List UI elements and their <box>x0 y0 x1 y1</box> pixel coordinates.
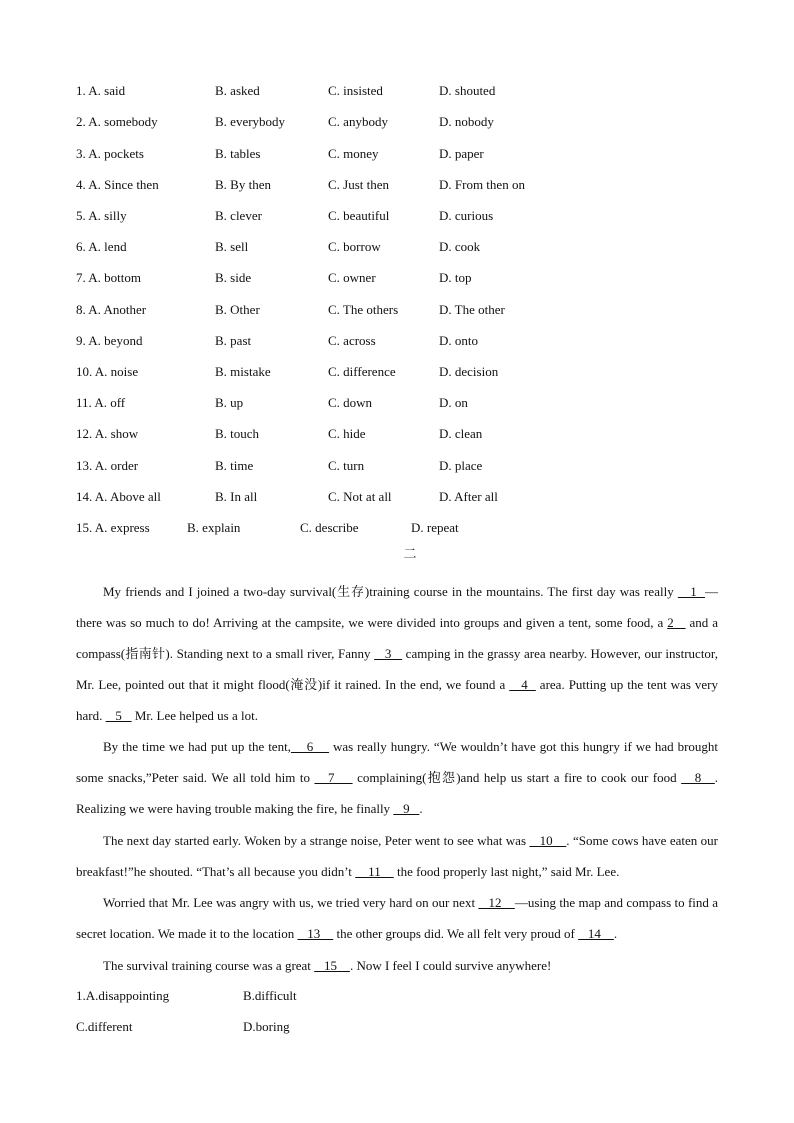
option-a <box>76 393 125 413</box>
passage-text: . Realizing we were having trouble making the fire, he finally <box>76 770 719 817</box>
passage-text: By the time we had put up the tent, <box>103 739 291 754</box>
passage-text: The next day started early. Woken by a strange noise, Peter went to see what was <box>103 833 530 848</box>
option-a-text: A. silly <box>88 208 127 223</box>
blank-1: 1 <box>677 584 705 599</box>
question-number: 15. <box>76 520 93 535</box>
blank-5: 5 <box>105 708 132 724</box>
option-c: C. difference <box>328 364 396 379</box>
option-d: D. repeat <box>411 520 459 535</box>
option-c: C. hide <box>328 426 366 441</box>
blank-3: 3 <box>374 646 403 662</box>
option-b: B. past <box>215 333 252 348</box>
option-c: C. insisted <box>328 83 383 98</box>
option-b: B. By then <box>215 177 271 192</box>
option-b: B. time <box>215 458 254 473</box>
passage-text: . <box>613 926 618 942</box>
option-c: C. The others <box>328 302 399 317</box>
passage-text: Mr. Lee helped us a lot. <box>131 708 258 724</box>
passage-paragraph-4 <box>76 887 718 949</box>
question-number: 11. <box>76 395 92 410</box>
option-b: B. tables <box>215 146 261 161</box>
passage-text: My friends and I joined a two-day survival(生存)training course in the mountains. The first day was really <box>103 584 678 599</box>
option-a <box>76 300 146 320</box>
option-a <box>76 331 142 351</box>
option-d: D. cook <box>439 239 481 254</box>
option-d: D. decision <box>439 364 499 379</box>
option-c: C. anybody <box>328 114 388 129</box>
option-b: B. sell <box>215 239 249 254</box>
option-a <box>76 175 159 195</box>
option-a <box>76 424 138 444</box>
option-a <box>76 456 138 476</box>
passage-text: the food properly last night,” said Mr. Lee. <box>393 864 620 880</box>
option-d: D. paper <box>439 146 484 161</box>
option-a <box>76 144 144 164</box>
option-a-text: A. Above all <box>94 489 161 504</box>
option-d: D. on <box>439 395 468 410</box>
blank-9: 9 <box>393 801 420 817</box>
option-a <box>76 237 127 257</box>
passage-text: Worried that Mr. Lee was angry with us, we tried very hard on our next <box>103 895 479 910</box>
option-a <box>76 81 125 101</box>
option-a-text: A. order <box>94 458 139 473</box>
option-b: B. everybody <box>215 114 286 129</box>
option-c: C. turn <box>328 458 365 473</box>
question-number: 5. <box>76 208 86 223</box>
blank-11: 11 <box>355 864 394 880</box>
blank-6: 6 <box>290 739 330 754</box>
option-a-text: A. noise <box>94 364 139 379</box>
option-d: D. onto <box>439 333 478 348</box>
option-c: C. Not at all <box>328 489 392 504</box>
passage-text: —there was so much to do! Arriving at the campsite, we were divided into groups and given a tent, some food, a <box>76 584 718 631</box>
option-d: D. From then on <box>439 177 525 192</box>
option-a-text: A. somebody <box>88 114 158 129</box>
question-number: 14. <box>76 489 93 504</box>
blank-13: 13 <box>297 926 334 942</box>
question-number: 6. <box>76 239 86 254</box>
option-b: B. explain <box>187 520 241 535</box>
passage-text: and a compass(指南针). Standing next to a small river, Fanny <box>76 615 719 662</box>
option-c: C. owner <box>328 270 376 285</box>
answer-option-b: B.difficult <box>243 988 297 1003</box>
option-a <box>76 362 138 382</box>
option-a-text: A. bottom <box>88 270 142 285</box>
option-c: C. across <box>328 333 376 348</box>
passage-paragraph-3 <box>76 825 718 887</box>
question-number: 13. <box>76 458 93 473</box>
option-a-text: A. lend <box>88 239 127 254</box>
answer-option-c: C.different <box>76 1019 133 1034</box>
option-c: C. money <box>328 146 379 161</box>
option-d: D. clean <box>439 426 483 441</box>
option-a-text: A. beyond <box>88 333 143 348</box>
question-number: 3. <box>76 146 86 161</box>
passage-paragraph-5 <box>76 950 718 981</box>
option-d: D. place <box>439 458 483 473</box>
option-c: C. describe <box>300 520 359 535</box>
option-b: B. asked <box>215 83 260 98</box>
option-a <box>76 112 158 132</box>
question-number: 12. <box>76 426 93 441</box>
option-a <box>76 206 127 226</box>
blank-12: 12 <box>478 895 515 910</box>
answer-option-d: D.boring <box>243 1019 290 1034</box>
question-number: 2. <box>76 114 86 129</box>
passage-paragraph-1 <box>76 576 718 731</box>
option-a <box>76 518 150 538</box>
passage-text: . Now I feel I could survive anywhere! <box>349 958 552 973</box>
question-number: 1. <box>76 83 86 98</box>
passage-text: was really hungry. “We wouldn’t have got this hungry if we had brought some snacks,”Peter said. We all told him to <box>76 739 719 786</box>
question-number: 7. <box>76 270 86 285</box>
question-number: 4. <box>76 177 86 192</box>
passage-text: . <box>419 801 423 817</box>
option-a <box>76 268 141 288</box>
option-b: B. clever <box>215 208 262 223</box>
option-d: D. shouted <box>439 83 496 98</box>
option-b: B. up <box>215 395 244 410</box>
option-c: C. borrow <box>328 239 381 254</box>
passage-text: . “Some cows have eaten our breakfast!”he shouted. “That’s all because you didn’t <box>76 833 718 880</box>
option-a-text: A. Another <box>88 302 147 317</box>
passage-text: —using the map and compass to find a secret location. We made it to the location <box>76 895 718 942</box>
option-c: C. Just then <box>328 177 390 192</box>
question-number: 9. <box>76 333 86 348</box>
option-b: B. mistake <box>215 364 271 379</box>
answer-option-a: 1.A.disappointing <box>76 988 170 1003</box>
blank-8: 8 <box>681 770 715 786</box>
option-a <box>76 487 161 507</box>
option-a-text: A. show <box>94 426 139 441</box>
blank-15: 15 <box>314 958 350 973</box>
option-c: C. beautiful <box>328 208 390 223</box>
option-b: B. touch <box>215 426 260 441</box>
option-a-text: A. said <box>88 83 126 98</box>
option-a-text: A. off <box>94 395 126 410</box>
blank-14: 14 <box>578 926 614 942</box>
option-a-text: A. Since then <box>88 177 159 192</box>
option-b: B. side <box>215 270 252 285</box>
passage-paragraph-2 <box>76 731 718 824</box>
option-c: C. down <box>328 395 373 410</box>
blank-2: 2 <box>667 615 686 631</box>
section-marker: 二 <box>403 546 417 561</box>
blank-4: 4 <box>509 677 536 693</box>
option-d: D. After all <box>439 489 498 504</box>
option-d: D. curious <box>439 208 494 223</box>
passage-text: complaining(抱怨)and help us start a fire to cook our food <box>352 770 682 786</box>
option-d: D. nobody <box>439 114 494 129</box>
option-b: B. In all <box>215 489 258 504</box>
option-b: B. Other <box>215 302 260 317</box>
option-d: D. top <box>439 270 472 285</box>
blank-10: 10 <box>529 833 567 848</box>
passage-text: area. Putting up the tent was very hard. <box>76 677 719 724</box>
option-d: D. The other <box>439 302 505 317</box>
passage-text: The survival training course was a great <box>103 958 315 973</box>
option-a-text: A. express <box>94 520 150 535</box>
question-number: 10. <box>76 364 93 379</box>
passage-text: camping in the grassy area nearby. However, our instructor, Mr. Lee, pointed out that it might flood(淹没)if it rained. In the end, we found a <box>76 646 718 693</box>
passage-text: the other groups did. We all felt very proud of <box>333 926 579 942</box>
option-a-text: A. pockets <box>88 146 144 161</box>
blank-7: 7 <box>314 770 353 786</box>
question-number: 8. <box>76 302 86 317</box>
